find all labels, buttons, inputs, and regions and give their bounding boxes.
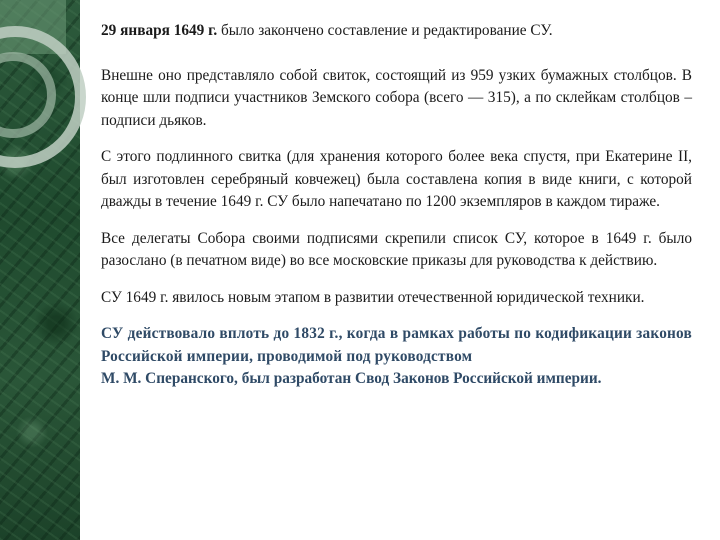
slide-content [101, 20, 692, 391]
decorative-sidebar [0, 0, 80, 540]
paragraph-technique: СУ 1649 г. явилось новым этапом в развитии отечественной юридической техники. [101, 288, 645, 306]
paragraph-scroll: Внешне оно представляло собой свиток, состоящий из 959 узких бумажных столбцов. В конце шли подписи участников Земского собора (всего — 315), а по склейкам столбцов – подписи дьяков. [101, 66, 692, 129]
intro-date: 29 января 1649 г. [101, 22, 218, 39]
paragraph-intro [101, 20, 692, 43]
paragraph-delegates: Все делегаты Собора своими подписями скрепили список СУ, которое в 1649 г. было разослано (в печатном виде) во все московские приказы для руководства к действию. [101, 229, 692, 269]
intro-text: было закончено составление и редактирование СУ. [217, 22, 553, 39]
paragraph-final: СУ действовало вплоть до 1832 г., когда в рамках работы по кодификации законов Российской империи, проводимой под руководством [101, 325, 692, 365]
paragraph-copy: С этого подлинного свитка (для хранения которого более века спустя, при Екатерине II, был изготовлен серебряный ковчежец) была составлена копия в виде книги, с которой дважды в течение 1649 г. СУ было напечатано по 1200 экземпляров в каждом тираже. [101, 148, 692, 210]
paragraph-final-speransky: М. М. Сперанского, был разработан Свод Законов Российской империи. [101, 370, 602, 387]
